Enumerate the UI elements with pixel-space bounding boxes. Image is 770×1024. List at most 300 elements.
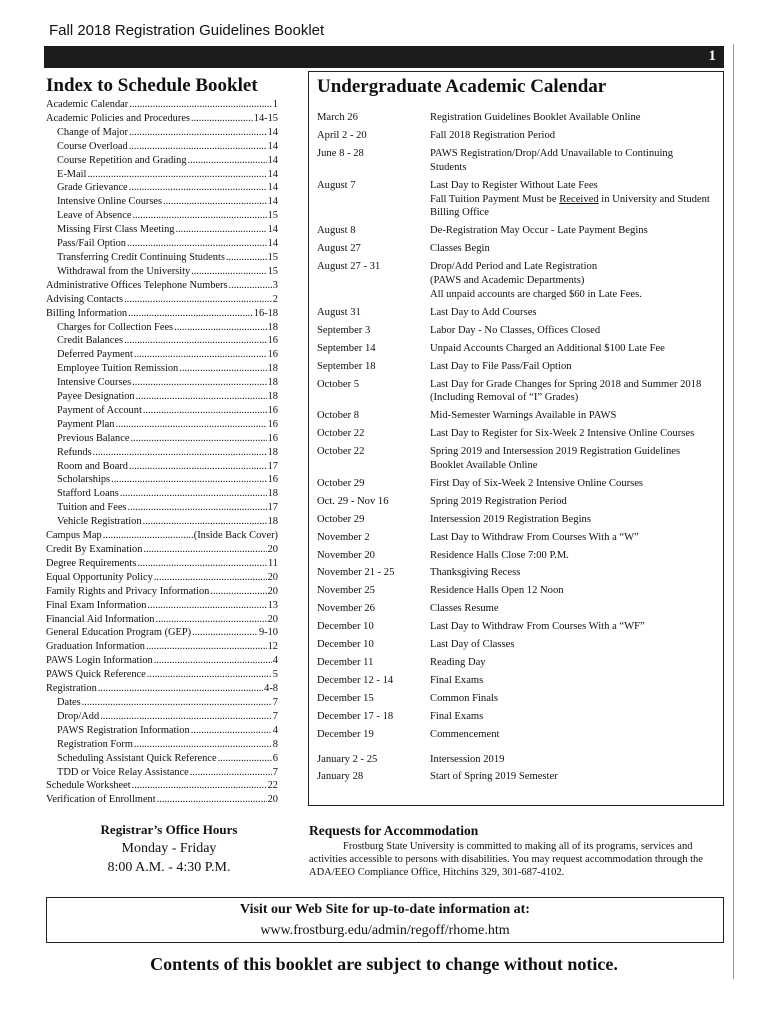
index-entry-label: Payment of Account bbox=[57, 404, 142, 416]
leader-dots bbox=[98, 682, 263, 696]
event-line: Start of Spring 2019 Semester bbox=[430, 771, 558, 783]
index-entry-label: Graduation Information bbox=[46, 641, 145, 653]
event-line: Labor Day - No Classes, Offices Closed bbox=[430, 324, 601, 336]
index-entry-page: 4-8 bbox=[264, 683, 278, 695]
event-date: November 25 bbox=[317, 585, 375, 597]
leader-dots bbox=[132, 376, 266, 390]
index-entry-label: Billing Information bbox=[46, 307, 128, 319]
index-entry bbox=[46, 473, 278, 487]
calendar-event bbox=[317, 566, 717, 580]
index-entry-label: Course Overload bbox=[57, 140, 128, 152]
event-description bbox=[430, 445, 717, 473]
index-entry-label: Tuition and Fees bbox=[57, 502, 127, 514]
index-entry-page: 9-10 bbox=[258, 627, 278, 639]
calendar-event bbox=[317, 549, 717, 563]
event-description bbox=[430, 409, 717, 423]
index-entry-page: 16-18 bbox=[253, 307, 278, 319]
index-entry-page: 14 bbox=[267, 224, 278, 236]
leader-dots bbox=[188, 154, 267, 168]
index-entry-label: Missing First Class Meeting bbox=[57, 224, 175, 236]
index-entry-label: Transferring Credit Continuing Students bbox=[57, 251, 225, 263]
website-title: Visit our Web Site for up-to-date information at: bbox=[240, 902, 530, 917]
index-entry-label: Previous Balance bbox=[57, 432, 130, 444]
index-entry bbox=[46, 557, 278, 571]
index-entry-page: 16 bbox=[267, 335, 278, 347]
calendar-event bbox=[317, 224, 717, 238]
event-description bbox=[430, 770, 717, 784]
index-entry bbox=[46, 724, 278, 738]
index-entry-page: 20 bbox=[267, 794, 278, 806]
index-entry-label: Registration bbox=[46, 683, 97, 695]
index-entry-page: 16 bbox=[267, 474, 278, 486]
leader-dots bbox=[115, 418, 266, 432]
accommodation-title: Requests for Accommodation bbox=[309, 823, 479, 838]
index-entry-label: Grade Grievance bbox=[57, 182, 128, 194]
index-entry-page: 14 bbox=[267, 168, 278, 180]
event-line: Residence Halls Close 7:00 P.M. bbox=[430, 549, 569, 561]
index-entry bbox=[46, 626, 278, 640]
index-entry bbox=[46, 682, 278, 696]
index-entry-page: 16 bbox=[267, 432, 278, 444]
event-line: Last Day to File Pass/Fail Option bbox=[430, 360, 572, 372]
index-entry bbox=[46, 418, 278, 432]
index-entry-label: Stafford Loans bbox=[57, 488, 119, 500]
index-entry bbox=[46, 668, 278, 682]
index-entry bbox=[46, 362, 278, 376]
index-entry-page: 14 bbox=[267, 196, 278, 208]
leader-dots bbox=[128, 307, 253, 321]
index-entry-page: 4 bbox=[272, 655, 278, 667]
event-line: Last Day for Grade Changes for Spring 2018 and Summer 2018 bbox=[430, 378, 702, 390]
event-description bbox=[430, 306, 717, 320]
index-entry-page: 7 bbox=[272, 696, 278, 708]
index-entry bbox=[46, 348, 278, 362]
index-entry bbox=[46, 334, 278, 348]
leader-dots bbox=[132, 209, 266, 223]
event-line: Billing Office bbox=[430, 207, 489, 219]
event-line: Residence Halls Open 12 Noon bbox=[430, 585, 564, 597]
event-line: Intersession 2019 bbox=[430, 753, 505, 765]
index-entry-page: 15 bbox=[267, 251, 278, 263]
index-entry-page: 18 bbox=[267, 363, 278, 375]
leader-dots bbox=[190, 766, 272, 780]
index-entry-label: Room and Board bbox=[57, 460, 128, 472]
index-entry-page: 20 bbox=[267, 571, 278, 583]
index-entry-label: Advising Contacts bbox=[46, 293, 124, 305]
index-entry-page: 5 bbox=[272, 669, 278, 681]
leader-dots bbox=[129, 126, 267, 140]
index-entry-page: 12 bbox=[267, 641, 278, 653]
event-line: Drop/Add Period and Late Registration bbox=[430, 261, 598, 273]
index-entry-label: Leave of Absence bbox=[57, 210, 132, 222]
event-line: Mid-Semester Warnings Available in PAWS bbox=[430, 410, 617, 422]
event-description bbox=[430, 692, 717, 706]
leader-dots bbox=[129, 181, 267, 195]
leader-dots bbox=[129, 460, 267, 474]
leader-dots bbox=[229, 279, 272, 293]
event-description bbox=[430, 147, 717, 175]
event-date: August 27 - 31 bbox=[317, 261, 381, 273]
index-entry-page: 20 bbox=[267, 544, 278, 555]
index-entry bbox=[46, 154, 278, 168]
margin-rule bbox=[733, 44, 734, 979]
leader-dots bbox=[179, 362, 266, 376]
leader-dots bbox=[143, 543, 266, 557]
index-list bbox=[46, 98, 278, 807]
event-line: First Day of Six-Week 2 Intensive Online Courses bbox=[430, 477, 644, 489]
index-entry-label: Change of Major bbox=[57, 126, 128, 138]
index-entry-label: Deferred Payment bbox=[57, 349, 133, 361]
calendar-event bbox=[317, 584, 717, 598]
index-entry-page: 17 bbox=[267, 460, 278, 472]
index-entry-label: Verification of Enrollment bbox=[46, 794, 156, 806]
event-line: Last Day to Withdraw From Courses With a “W” bbox=[430, 531, 639, 543]
event-description bbox=[430, 324, 717, 338]
index-entry-label: Payee Designation bbox=[57, 391, 135, 403]
index-entry bbox=[46, 168, 278, 182]
event-description bbox=[430, 179, 717, 221]
index-entry-page: 7 bbox=[272, 766, 278, 778]
calendar-event bbox=[317, 620, 717, 634]
event-date: October 5 bbox=[317, 378, 360, 390]
event-description bbox=[430, 549, 717, 563]
event-date: June 8 - 28 bbox=[317, 147, 364, 159]
event-description bbox=[430, 710, 717, 724]
event-description bbox=[430, 242, 717, 256]
index-entry bbox=[46, 181, 278, 195]
leader-dots bbox=[129, 98, 272, 112]
index-entry-label: Payment Plan bbox=[57, 418, 115, 430]
index-entry-page: 18 bbox=[267, 446, 278, 458]
event-description bbox=[430, 427, 717, 441]
event-line: Spring 2019 Registration Period bbox=[430, 495, 567, 507]
index-entry bbox=[46, 126, 278, 140]
index-entry-label: Scholarships bbox=[57, 474, 111, 486]
leader-dots bbox=[156, 613, 267, 627]
event-date: August 8 bbox=[317, 225, 356, 237]
index-entry-page: (Inside Back Cover) bbox=[193, 530, 278, 542]
event-description bbox=[430, 342, 717, 356]
event-date: December 15 bbox=[317, 692, 374, 704]
index-entry-label: Credit Balances bbox=[57, 335, 124, 347]
calendar-event bbox=[317, 324, 717, 338]
index-entry-label: Refunds bbox=[57, 446, 92, 458]
event-line: Classes Begin bbox=[430, 243, 490, 255]
index-entry-label: Administrative Offices Telephone Numbers bbox=[46, 279, 228, 291]
leader-dots bbox=[124, 293, 272, 307]
leader-dots bbox=[100, 710, 272, 724]
index-entry bbox=[46, 223, 278, 237]
index-entry bbox=[46, 738, 278, 752]
event-description bbox=[430, 728, 717, 742]
index-entry-page: 16 bbox=[267, 349, 278, 361]
index-entry bbox=[46, 265, 278, 279]
index-entry bbox=[46, 404, 278, 418]
index-entry-page: 14 bbox=[267, 154, 278, 166]
index-entry-label: Family Rights and Privacy Information bbox=[46, 585, 210, 597]
index-entry bbox=[46, 98, 278, 112]
event-line: Booklet Available Online bbox=[430, 460, 538, 472]
calendar-event bbox=[317, 710, 717, 724]
leader-dots bbox=[82, 696, 272, 710]
index-entry-label: Intensive Online Courses bbox=[57, 196, 163, 208]
event-date: August 31 bbox=[317, 306, 361, 318]
leader-dots bbox=[134, 738, 272, 752]
event-line: Final Exams bbox=[430, 674, 484, 686]
index-entry-page: 1 bbox=[272, 99, 278, 110]
index-entry bbox=[46, 543, 278, 557]
index-entry bbox=[46, 487, 278, 501]
calendar-event bbox=[317, 129, 717, 143]
office-hours-days: Monday - Friday bbox=[121, 841, 217, 856]
event-line: Common Finals bbox=[430, 692, 498, 704]
leader-dots bbox=[120, 487, 267, 501]
index-entry bbox=[46, 529, 278, 543]
academic-calendar bbox=[308, 71, 724, 806]
index-entry bbox=[46, 209, 278, 223]
index-entry-label: Registration Form bbox=[57, 738, 133, 750]
event-date: December 11 bbox=[317, 657, 374, 668]
index-entry-label: Employee Tuition Remission bbox=[57, 363, 179, 375]
event-date: September 18 bbox=[317, 360, 376, 372]
index-entry-label: Equal Opportunity Policy bbox=[46, 571, 153, 583]
index-entry-label: PAWS Quick Reference bbox=[46, 669, 146, 681]
index-entry bbox=[46, 321, 278, 335]
index-entry bbox=[46, 793, 278, 807]
calendar-event bbox=[317, 495, 717, 509]
leader-dots bbox=[137, 557, 267, 571]
leader-dots bbox=[146, 640, 267, 654]
leader-dots bbox=[191, 112, 253, 126]
event-description bbox=[430, 495, 717, 509]
calendar-event bbox=[317, 513, 717, 527]
event-date: April 2 - 20 bbox=[317, 129, 367, 141]
index-entry bbox=[46, 571, 278, 585]
index-entry-label: Withdrawal from the University bbox=[57, 265, 191, 277]
index-entry bbox=[46, 432, 278, 446]
index-entry-page: 18 bbox=[267, 488, 278, 500]
index-entry-label: Course Repetition and Grading bbox=[57, 154, 187, 166]
event-description bbox=[430, 584, 717, 598]
event-line: Students bbox=[430, 161, 467, 173]
calendar-title: Undergraduate Academic Calendar bbox=[317, 76, 607, 97]
index-entry-label: Financial Aid Information bbox=[46, 613, 155, 625]
index-entry-label: TDD or Voice Relay Assistance bbox=[57, 766, 189, 778]
index-entry bbox=[46, 293, 278, 307]
index-entry-page: 3 bbox=[272, 279, 278, 291]
index-entry bbox=[46, 237, 278, 251]
event-line: Unpaid Accounts Charged an Additional $100 Late Fee bbox=[430, 342, 665, 354]
index-entry-page: 11 bbox=[267, 557, 278, 569]
event-line: (Including Removal of “I” Grades) bbox=[430, 392, 579, 404]
index-entry bbox=[46, 696, 278, 710]
leader-dots bbox=[136, 390, 267, 404]
leader-dots bbox=[111, 473, 267, 487]
index-entry bbox=[46, 460, 278, 474]
calendar-event bbox=[317, 638, 717, 652]
index-entry bbox=[46, 307, 278, 321]
leader-dots bbox=[143, 404, 267, 418]
index-entry-label: Scheduling Assistant Quick Reference bbox=[57, 752, 217, 764]
event-date: March 26 bbox=[317, 112, 358, 123]
event-line: (PAWS and Academic Departments) bbox=[430, 275, 585, 287]
website-url[interactable]: www.frostburg.edu/admin/regoff/rhome.htm bbox=[260, 923, 510, 938]
event-line: Thanksgiving Recess bbox=[430, 567, 521, 579]
event-description bbox=[430, 674, 717, 688]
leader-dots bbox=[143, 515, 267, 529]
index-entry-label: Drop/Add bbox=[57, 710, 100, 722]
event-line: De-Registration May Occur - Late Payment Begins bbox=[430, 225, 648, 237]
index-entry-page: 16 bbox=[267, 418, 278, 430]
event-line: Fall Tuition Payment Must be Received in University and Student bbox=[430, 193, 710, 205]
calendar-event bbox=[317, 242, 717, 256]
event-date: December 12 - 14 bbox=[317, 674, 394, 686]
event-line: All unpaid accounts are charged $60 in Late Fees. bbox=[430, 288, 642, 300]
event-line: Reading Day bbox=[430, 657, 486, 668]
leader-dots bbox=[132, 779, 267, 793]
office-hours-times: 8:00 A.M. - 4:30 P.M. bbox=[107, 860, 231, 875]
event-date: December 10 bbox=[317, 639, 374, 651]
event-description bbox=[430, 111, 717, 125]
event-date: August 27 bbox=[317, 243, 361, 255]
index-entry-page: 22 bbox=[267, 780, 278, 792]
event-description bbox=[430, 656, 717, 670]
running-header: Fall 2018 Registration Guidelines Booklet bbox=[49, 22, 325, 39]
calendar-event bbox=[317, 770, 717, 784]
event-description bbox=[430, 260, 717, 302]
event-date: December 17 - 18 bbox=[317, 710, 394, 722]
index-entry-label: Charges for Collection Fees bbox=[57, 321, 174, 333]
index-entry-page: 20 bbox=[267, 585, 278, 597]
index-entry-label: E-Mail bbox=[57, 168, 87, 180]
index-entry-page: 17 bbox=[267, 502, 278, 514]
index-entry-page: 14-15 bbox=[253, 112, 278, 124]
index-entry-label: PAWS Registration Information bbox=[57, 724, 190, 736]
index-entry-page: 18 bbox=[267, 377, 278, 389]
event-line: PAWS Registration/Drop/Add Unavailable to Continuing bbox=[430, 147, 673, 159]
index-entry-page: 6 bbox=[272, 752, 278, 764]
event-description bbox=[430, 477, 717, 491]
index-entry-page: 14 bbox=[267, 182, 278, 194]
leader-dots bbox=[191, 724, 272, 738]
leader-dots bbox=[192, 626, 258, 640]
event-line: Last Day to Add Courses bbox=[430, 306, 537, 318]
event-line: Registration Guidelines Booklet Available Online bbox=[430, 112, 641, 123]
calendar-event bbox=[317, 427, 717, 441]
index-entry bbox=[46, 251, 278, 265]
index-entry bbox=[46, 515, 278, 529]
leader-dots bbox=[134, 348, 267, 362]
leader-dots bbox=[210, 585, 266, 599]
event-date: October 8 bbox=[317, 410, 360, 422]
index-entry bbox=[46, 766, 278, 780]
index-entry-label: Pass/Fail Option bbox=[57, 238, 126, 250]
calendar-event bbox=[317, 360, 717, 374]
leader-dots bbox=[147, 599, 266, 613]
event-date: October 22 bbox=[317, 446, 365, 458]
event-date: January 28 bbox=[317, 771, 364, 783]
event-line: Intersession 2019 Registration Begins bbox=[430, 513, 591, 525]
event-line: Last Day to Register for Six-Week 2 Intensive Online Courses bbox=[430, 428, 695, 440]
index-entry-label: Intensive Courses bbox=[57, 377, 132, 389]
index-entry bbox=[46, 446, 278, 460]
event-description bbox=[430, 224, 717, 238]
index-entry bbox=[46, 140, 278, 154]
office-hours-title: Registrar’s Office Hours bbox=[100, 822, 238, 837]
event-date: November 2 bbox=[317, 531, 370, 543]
leader-dots bbox=[129, 140, 267, 154]
event-line: Fall 2018 Registration Period bbox=[430, 129, 556, 141]
event-description bbox=[430, 753, 717, 767]
index-entry bbox=[46, 710, 278, 724]
page-number: 1 bbox=[708, 48, 716, 64]
event-description bbox=[430, 360, 717, 374]
event-description bbox=[430, 602, 717, 616]
calendar-events bbox=[317, 111, 717, 784]
event-description bbox=[430, 378, 717, 406]
index-entry-page: 13 bbox=[267, 599, 278, 611]
calendar-event bbox=[317, 656, 717, 670]
event-date: November 26 bbox=[317, 603, 375, 615]
leader-dots bbox=[127, 501, 266, 515]
calendar-event bbox=[317, 306, 717, 320]
index-entry-page: 8 bbox=[272, 738, 278, 750]
calendar-event bbox=[317, 378, 717, 406]
index-entry-label: Academic Calendar bbox=[46, 99, 129, 110]
event-date: November 21 - 25 bbox=[317, 567, 395, 579]
event-description bbox=[430, 638, 717, 652]
index-entry-page: 18 bbox=[267, 321, 278, 333]
leader-dots bbox=[163, 195, 267, 209]
index-entry-page: 14 bbox=[267, 140, 278, 152]
index-entry-label: Credit By Examination bbox=[46, 544, 143, 555]
event-description bbox=[430, 620, 717, 634]
calendar-event bbox=[317, 477, 717, 491]
event-date: October 22 bbox=[317, 428, 365, 440]
calendar-event bbox=[317, 260, 717, 302]
event-date: August 7 bbox=[317, 179, 356, 191]
office-hours bbox=[60, 822, 278, 876]
index-entry-label: PAWS Login Information bbox=[46, 655, 153, 667]
index-entry bbox=[46, 654, 278, 668]
index-entry-label: General Education Program (GEP) bbox=[46, 627, 192, 639]
index-title: Index to Schedule Booklet bbox=[46, 75, 258, 96]
event-line: Final Exams bbox=[430, 710, 484, 722]
event-description bbox=[430, 566, 717, 580]
leader-dots bbox=[87, 168, 266, 182]
accommodation-section bbox=[309, 823, 727, 880]
index-entry-label: Degree Requirements bbox=[46, 557, 137, 569]
leader-dots bbox=[124, 334, 267, 348]
event-description bbox=[430, 129, 717, 143]
event-date: September 14 bbox=[317, 342, 376, 354]
index-entry bbox=[46, 752, 278, 766]
index-entry-page: 18 bbox=[267, 391, 278, 403]
event-line: Last Day to Withdraw From Courses With a “WF” bbox=[430, 621, 645, 633]
header-bar bbox=[44, 46, 724, 68]
leader-dots bbox=[130, 432, 266, 446]
calendar-event bbox=[317, 445, 717, 473]
leader-dots bbox=[154, 654, 272, 668]
leader-dots bbox=[103, 529, 193, 543]
index-entry-page: 7 bbox=[272, 710, 278, 722]
event-line: Commencement bbox=[430, 728, 500, 740]
calendar-event bbox=[317, 147, 717, 175]
index-entry-label: Schedule Worksheet bbox=[46, 780, 131, 792]
leader-dots bbox=[127, 237, 267, 251]
event-date: October 29 bbox=[317, 477, 365, 489]
calendar-event bbox=[317, 602, 717, 616]
